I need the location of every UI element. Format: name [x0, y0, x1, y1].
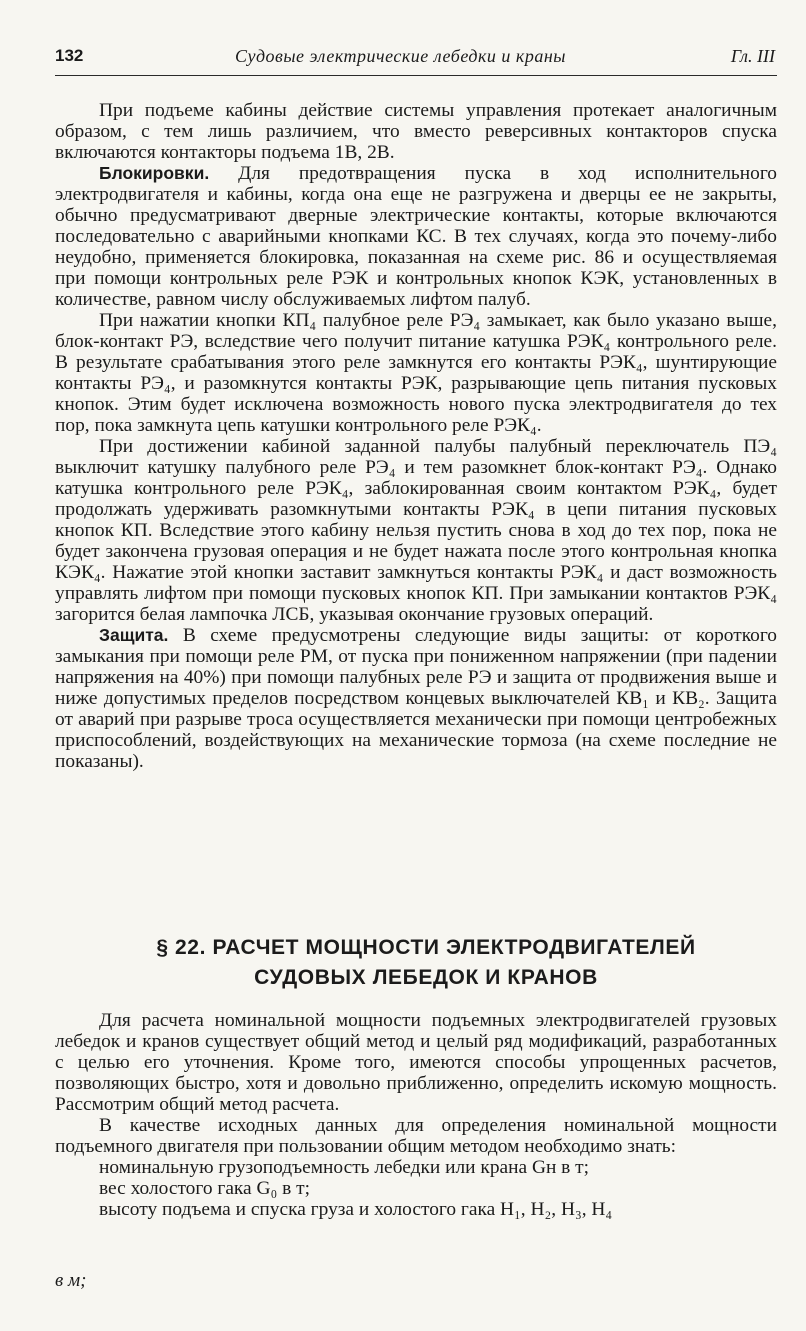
chapter-label: Гл. III	[730, 46, 775, 66]
paragraph	[55, 625, 777, 772]
paragraph	[55, 163, 777, 310]
section-heading	[55, 933, 777, 993]
paragraph	[55, 310, 777, 436]
list-item: высоту подъема и спуска груза и холостого гака H₁, H₂, H₃, H₄	[99, 1199, 613, 1220]
section-heading-line: СУДОВЫХ ЛЕБЕДОК И КРАНОВ	[254, 966, 598, 989]
paragraph-text: В схеме предусмотрены следующие виды защиты: от короткого замыкания при помощи реле РМ, от пуска при пониженном напряжении (при падении напряжения на 40%) при помощи палубных реле РЭ и защита от продвижения выше и ниже допустимых пределов посредством концевых выключателей КВ₁ и КВ₂. Защита от аварий при разрыве троса осуществляется механически при помощи центробежных приспособлений, воздействующих на механические тормоза (на схеме последние не показаны).	[55, 625, 777, 772]
continuation-text: в м;	[55, 1270, 87, 1291]
paragraph-text: При достижении кабиной заданной палубы палубный переключатель ПЭ₄ выключит катушку палубного реле РЭ₄ и тем разомкнет блок-контакт РЭ₄. Однако катушка контрольного реле РЭК₄, заблокированная своим контактом РЭК₄, будет продолжать удерживать разомкнутыми контакты РЭК₄ в цепи питания пусковых кнопок КП. Вследствие этого кабину нельзя пустить снова в ход до тех пор, пока не будет закончена грузовая операция и не будет нажата после этого контрольная кнопка КЭК₄. Нажатие этой кнопки заставит замкнуться контакты РЭК₄ и даст возможность управлять лифтом при помощи пусковых кнопок КП. При замыкании контактов РЭК₄ загорится белая лампочка ЛСБ, указывая окончание грузовых операций.	[55, 436, 777, 625]
paragraph: В качестве исходных данных для определения номинальной мощности подъемного двигателя при пользовании общим методом необходимо знать:	[55, 1115, 777, 1157]
paragraph-text: Для предотвращения пуска в ход исполнительного электродвигателя и кабины, когда она еще не разгружена и дверцы ее не закрыты, обычно предусматривают дверные электрические контакты, которые включаются последовательно с аварийными кнопками КС. В тех случаях, когда это почему-либо неудобно, применяется блокировка, показанная на схеме рис. 86 и осуществляемая при помощи контрольных реле РЭК и контрольных кнопок КЭК, установленных в количестве, равном числу обслуживаемых лифтом палуб.	[55, 163, 777, 310]
paragraph-text: При нажатии кнопки КП₄ палубное реле РЭ₄ замыкает, как было указано выше, блок-контакт РЭ, вследствие чего получит питание катушка РЭК₄ контрольного реле. В результате срабатывания этого реле замкнутся его контакты РЭК₄, шунтирующие контакты РЭ₄, и разомкнутся контакты РЭК, разрывающие цепь питания пусковых кнопок. Этим будет исключена возможность нового пуска электродвигателя до тех пор, пока замкнута цепь катушки контрольного реле РЭК₄.	[55, 310, 777, 436]
paragraph	[55, 436, 777, 625]
running-header	[55, 46, 775, 72]
paragraph-lead: Блокировки.	[99, 163, 210, 183]
requirement-list	[55, 1157, 777, 1220]
body-text	[55, 100, 777, 772]
section-heading-line: § 22. РАСЧЕТ МОЩНОСТИ ЭЛЕКТРОДВИГАТЕЛЕЙ	[156, 936, 696, 959]
running-title: Судовые электрические лебедки и краны	[235, 46, 566, 66]
paragraph-lead: Защита.	[99, 625, 169, 645]
list-item: номинальную грузоподъемность лебедки или крана Gн в т;	[99, 1157, 590, 1178]
list-item: вес холостого гака G₀ в т;	[99, 1178, 310, 1199]
paragraph: Для расчета номинальной мощности подъемных электродвигателей грузовых лебедок и кранов существует общий метод и целый ряд модификаций, разработанных с целью его уточнения. Кроме того, имеются способы упрощенных расчетов, позволяющих быстро, хотя и довольно приближенно, определить искомую мощность. Рассмотрим общий метод расчета.	[55, 1010, 777, 1115]
paragraph	[55, 100, 777, 163]
page-number: 132	[55, 46, 84, 65]
section-body	[55, 1010, 777, 1220]
header-rule	[55, 75, 777, 76]
paragraph-text: При подъеме кабины действие системы управления протекает аналогичным образом, с тем лишь различием, что вместо реверсивных контакторов спуска включаются контакторы подъема 1В, 2В.	[55, 100, 777, 163]
